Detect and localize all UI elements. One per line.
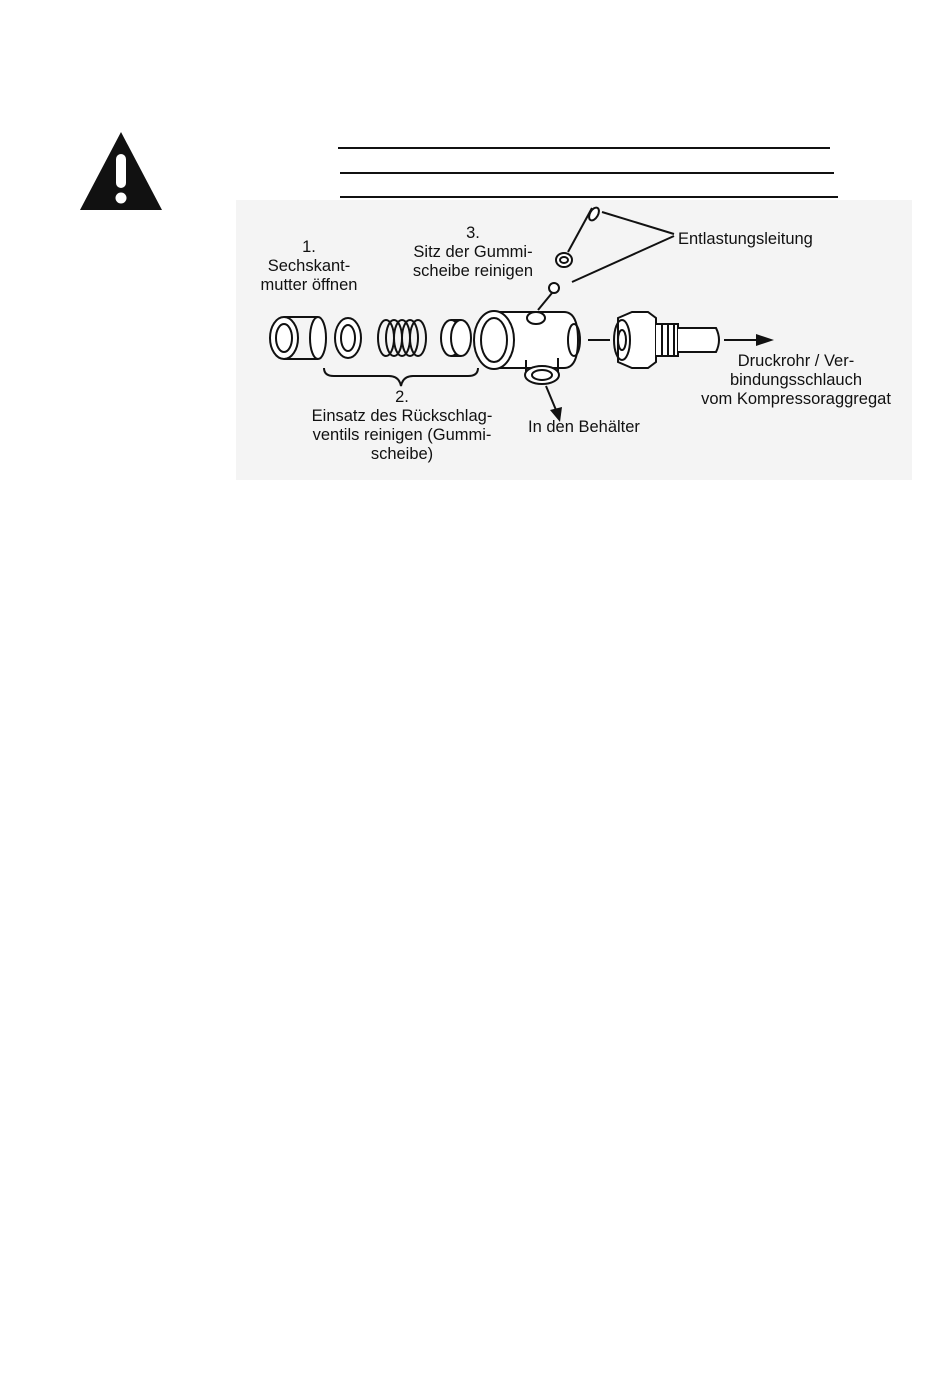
check-valve-diagram <box>236 200 912 480</box>
step1-line1: Sechskant- <box>267 257 351 275</box>
step2-line3: scheibe) <box>370 445 434 463</box>
step3-label <box>402 224 544 281</box>
step2-number: 2. <box>395 388 409 406</box>
warning-triangle-icon <box>78 130 164 212</box>
relief-line-label: Entlastungsleitung <box>678 230 813 248</box>
step3-line2: scheibe reinigen <box>412 262 534 280</box>
step2-line1: Einsatz des Rückschlag- <box>311 407 493 425</box>
step3-line1: Sitz der Gummi- <box>413 243 533 261</box>
step2-bracket <box>324 368 478 386</box>
ring-part <box>335 318 361 358</box>
into-tank-label: In den Behälter <box>528 418 640 436</box>
hex-nut-part <box>270 317 326 359</box>
rubber-disc-part <box>441 320 471 356</box>
spring-part <box>378 320 426 356</box>
blank-line-3 <box>340 196 838 198</box>
step1-line2: mutter öffnen <box>260 276 358 294</box>
step3-number: 3. <box>466 224 480 242</box>
relief-fittings <box>538 206 601 310</box>
blank-line-2 <box>340 172 834 174</box>
blank-line-1 <box>338 147 830 149</box>
step2-label <box>296 388 508 464</box>
pressure-pipe-line1: Druckrohr / Ver- <box>737 352 855 370</box>
step1-label <box>254 238 364 295</box>
pressure-pipe-line2: bindungsschlauch <box>729 371 863 389</box>
step1-number: 1. <box>302 238 316 256</box>
valve-body-part <box>474 311 580 384</box>
pressure-pipe-line3: vom Kompressoraggregat <box>701 390 891 408</box>
pressure-pipe-label <box>680 352 912 409</box>
step2-line2: ventils reinigen (Gummi- <box>312 426 492 444</box>
